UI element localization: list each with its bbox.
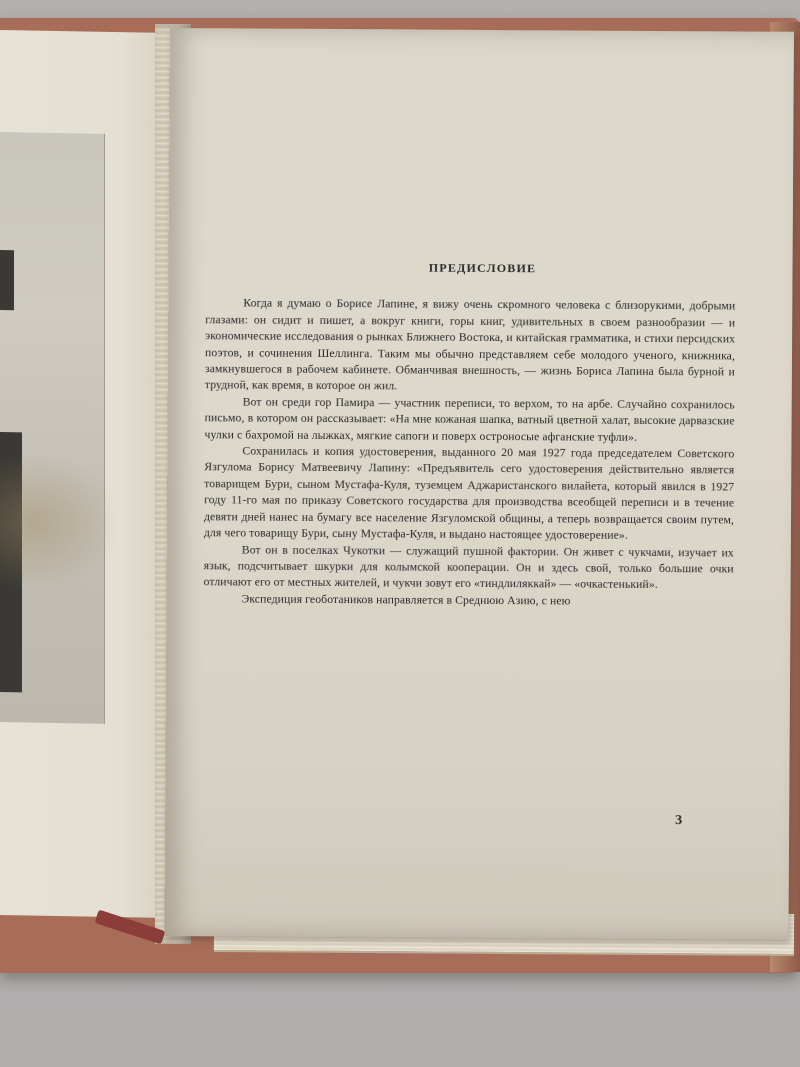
- paragraph-3: Сохранилась и копия удостоверения, выданного 20 мая 1927 года председателем Советского Язгулома Борису Матвеевичу Лапину: «Предъявитель сего удостоверения действительно является товарищем Бури, сыном Мустафа-Куля, туземцем Аджаристанского вилайета, который явился в 1927 году 11-го мая по приказу Советского государства для производства всеобщей переписи и в течение девяти дней нанес на бумагу все население Язгуломской общины, а теперь возвращается своим путем, для чего товарищу Бури, сыну Мустафа-Куля, и выдано настоящее удостоверение».: [203, 444, 735, 542]
- preface-text: [203, 258, 735, 610]
- left-page: [0, 30, 174, 918]
- paragraph-2: Вот он среди гор Памира — участник переписи, то верхом, то на арбе. Случайно сохранилось письмо, в котором он рассказывает: «На мне кожаная шапка, ватный цветной халат, высокие дарвазские чулки с бахромой на лыжках, мягкие сапоги и поверх остроносые афганские туфли».: [204, 395, 735, 444]
- paragraph-1: Когда я думаю о Борисе Лапине, я вижу очень скромного человека с близорукими, добрыми глазами: он сидит и пишет, а вокруг книги, горы книг, удивительных в своем разнообразии — и экономические исследования о рынках Ближнего Востока, и китайская грамматика, и стихи персидских поэтов, и сочинения Шеллинга. Таким мы обычно представляем себе молодого ученого, книжника, замкнувшегося в рабочем кабинете. Обманчивая внешность, — жизнь Бориса Лапина была бурной и трудной, как время, в которое он жил.: [204, 296, 736, 393]
- photo-shadow-top: [0, 250, 14, 310]
- preface-heading: ПРЕДИСЛОВИЕ: [428, 260, 537, 276]
- page-number: 3: [675, 813, 683, 829]
- paragraph-4: Вот он в поселках Чукотки — служащий пушной фактории. Он живет с чукчами, изучает их язык, подсчитывает шкурки для колымской кооперации. Он и здесь свой, только большие очки отличают его от местных жителей, и чукчи зовут его «тиндлиляккай» — «очкастенький».: [203, 542, 734, 592]
- photo-stain: [0, 452, 120, 594]
- paragraph-5: Экспедиция геоботаников направляется в Среднюю Азию, с нею: [241, 592, 571, 608]
- portrait-photo-plate: [0, 132, 105, 724]
- right-page: [164, 28, 794, 940]
